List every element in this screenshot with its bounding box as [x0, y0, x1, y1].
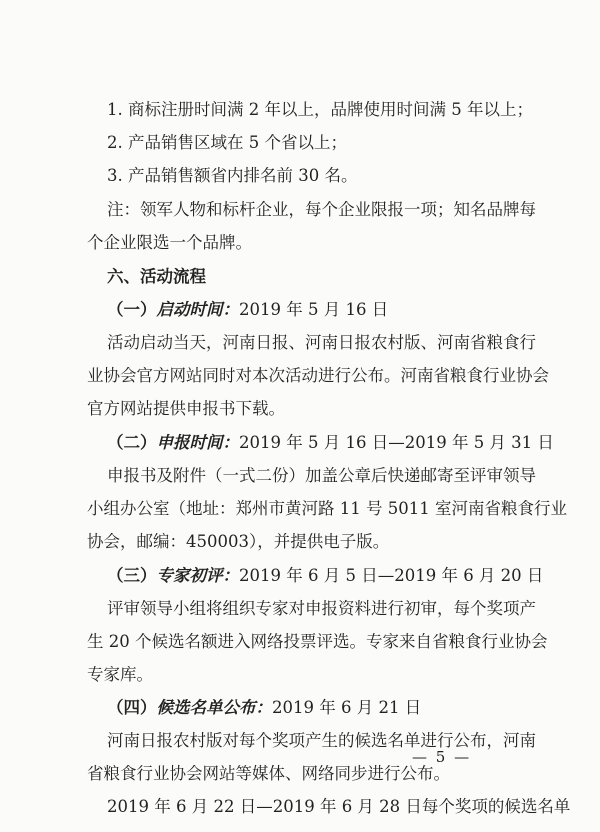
step4-para-line-2: 省粮食行业协会网站等媒体、网络同步进行公布。	[87, 764, 450, 783]
step4-para-line-3: 2019 年 6 月 22 日—2019 年 6 月 28 日每个奖项的候选名单	[107, 797, 571, 816]
step2-para-line-2: 小组办公室（地址：郑州市黄河路 11 号 5011 室河南省粮食行业	[87, 499, 567, 518]
criteria-item-2: 2. 产品销售区域在 5 个省以上；	[107, 133, 347, 152]
step3-para-line-2: 生 20 个候选名额进入网络投票评选。专家来自省粮食行业协会	[87, 632, 548, 651]
step4-para-line-1: 河南日报农村版对每个奖项产生的候选名单进行公布，河南	[107, 731, 536, 750]
step3-para-line-3: 专家库。	[87, 665, 153, 684]
step1-label: 启动时间：	[156, 300, 239, 319]
step3-number: （三）	[107, 566, 157, 585]
step3-title	[0, 565, 600, 587]
step4-label: 候选名单公布：	[156, 698, 272, 717]
page-number: — 5 —	[412, 748, 472, 766]
step1-para-line-1: 活动启动当天，河南日报、河南日报农村版、河南省粮食行	[107, 333, 536, 352]
step3-para-line-1: 评审领导小组将组织专家对申报资料进行初审，每个奖项产	[107, 599, 536, 618]
step3-label: 专家初评：	[156, 566, 239, 585]
criteria-item-1: 1. 商标注册时间满 2 年以上，品牌使用时间满 5 年以上；	[107, 100, 533, 119]
step1-date: 2019 年 5 月 16 日	[239, 300, 389, 319]
step2-title	[0, 432, 600, 454]
step2-label: 申报时间：	[156, 433, 239, 452]
note-line-1: 注：领军人物和标杆企业，每个企业限报一项；知名品牌每	[107, 200, 536, 219]
step1-para-line-3: 官方网站提供申报书下载。	[87, 399, 285, 418]
step1-title	[0, 299, 600, 321]
step2-para-line-3: 协会，邮编：450003），并提供电子版。	[87, 532, 390, 551]
step1-number: （一）	[107, 300, 157, 319]
step2-date: 2019 年 5 月 16 日—2019 年 5 月 31 日	[239, 433, 554, 452]
step4-number: （四）	[107, 698, 157, 717]
step2-number: （二）	[107, 433, 157, 452]
step1-para-line-2: 业协会官方网站同时对本次活动进行公布。河南省粮食行业协会	[87, 366, 549, 385]
section-heading: 六、活动流程	[107, 267, 206, 286]
step2-para-line-1: 申报书及附件（一式二份）加盖公章后快递邮寄至评审领导	[107, 466, 536, 485]
step3-date: 2019 年 6 月 5 日—2019 年 6 月 20 日	[239, 566, 544, 585]
step4-date: 2019 年 6 月 21 日	[272, 698, 422, 717]
criteria-item-3: 3. 产品销售额省内排名前 30 名。	[107, 166, 358, 185]
note-line-2: 个企业限选一个品牌。	[87, 233, 252, 252]
step4-title	[0, 697, 600, 719]
